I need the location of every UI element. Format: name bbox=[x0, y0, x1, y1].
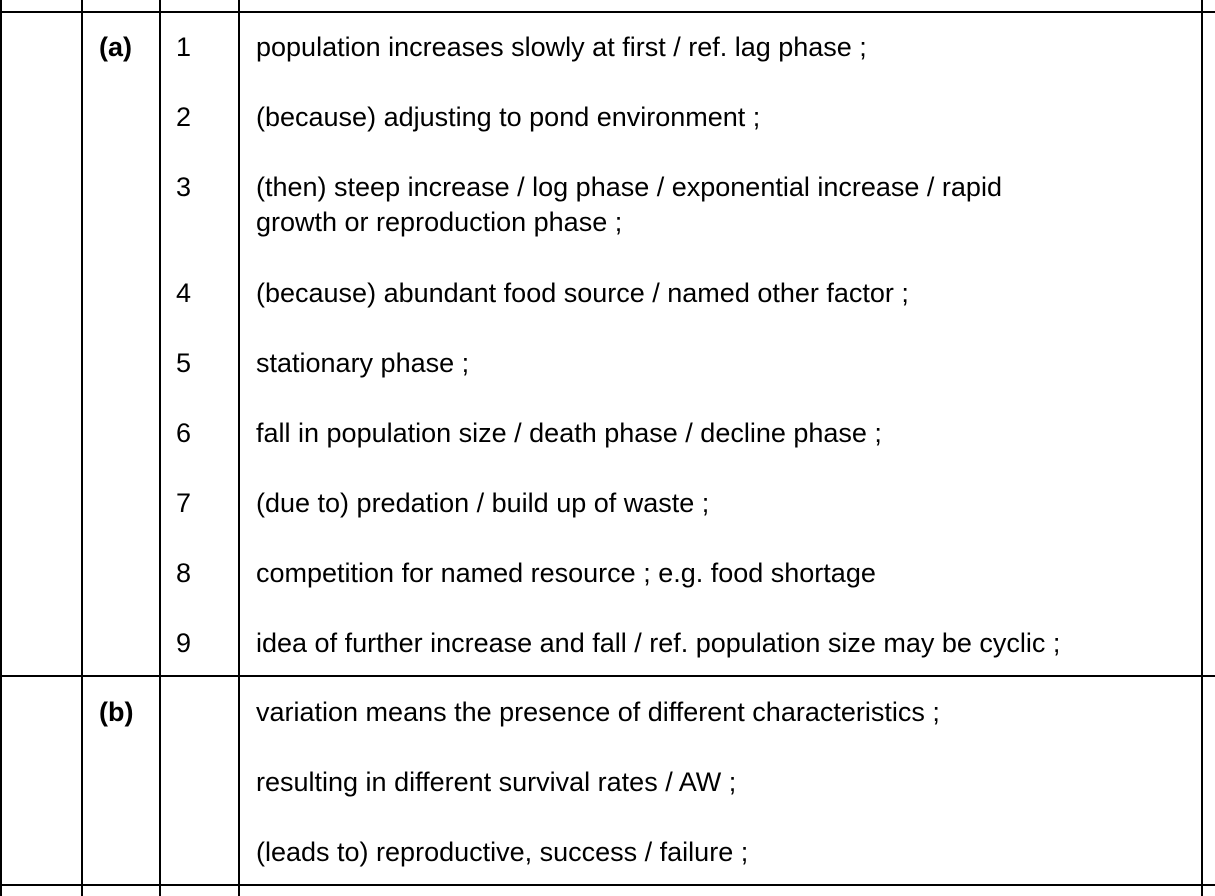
point-number: 5 bbox=[176, 348, 192, 378]
point-number: 8 bbox=[176, 558, 192, 588]
part-label-a: (a) bbox=[99, 32, 132, 62]
column-divider-number bbox=[159, 0, 161, 896]
column-divider-marks bbox=[1201, 0, 1203, 896]
point-number: 4 bbox=[176, 278, 192, 308]
part-label-b: (b) bbox=[99, 697, 134, 727]
point-number: 1 bbox=[176, 32, 192, 62]
row-divider-middle bbox=[0, 675, 1215, 677]
mark-point-text: (then) steep increase / log phase / exponential increase / rapid bbox=[256, 172, 1002, 202]
mark-point-text: fall in population size / death phase / decline phase ; bbox=[256, 418, 882, 448]
mark-point-text: competition for named resource ; e.g. food shortage bbox=[256, 558, 876, 588]
point-number: 2 bbox=[176, 102, 192, 132]
point-number: 6 bbox=[176, 418, 192, 448]
mark-point-text: stationary phase ; bbox=[256, 348, 470, 378]
point-number: 9 bbox=[176, 628, 192, 658]
point-number: 7 bbox=[176, 488, 192, 518]
mark-point-text: resulting in different survival rates / AW ; bbox=[256, 767, 737, 797]
row-divider-bottom bbox=[0, 884, 1215, 886]
table-border-left bbox=[0, 0, 2, 896]
mark-point-text-continued: growth or reproduction phase ; bbox=[256, 207, 623, 237]
mark-point-text: variation means the presence of different characteristics ; bbox=[256, 697, 940, 727]
mark-point-text: (because) adjusting to pond environment ; bbox=[256, 102, 761, 132]
column-divider-part bbox=[81, 0, 83, 896]
point-number: 3 bbox=[176, 172, 192, 202]
mark-point-text: (leads to) reproductive, success / failure ; bbox=[256, 837, 749, 867]
row-divider-top bbox=[0, 11, 1215, 13]
mark-point-text: idea of further increase and fall / ref. population size may be cyclic ; bbox=[256, 628, 1061, 658]
mark-point-text: (due to) predation / build up of waste ; bbox=[256, 488, 710, 518]
column-divider-answer bbox=[238, 0, 240, 896]
mark-point-text: population increases slowly at first / ref. lag phase ; bbox=[256, 32, 867, 62]
mark-point-text: (because) abundant food source / named other factor ; bbox=[256, 278, 909, 308]
